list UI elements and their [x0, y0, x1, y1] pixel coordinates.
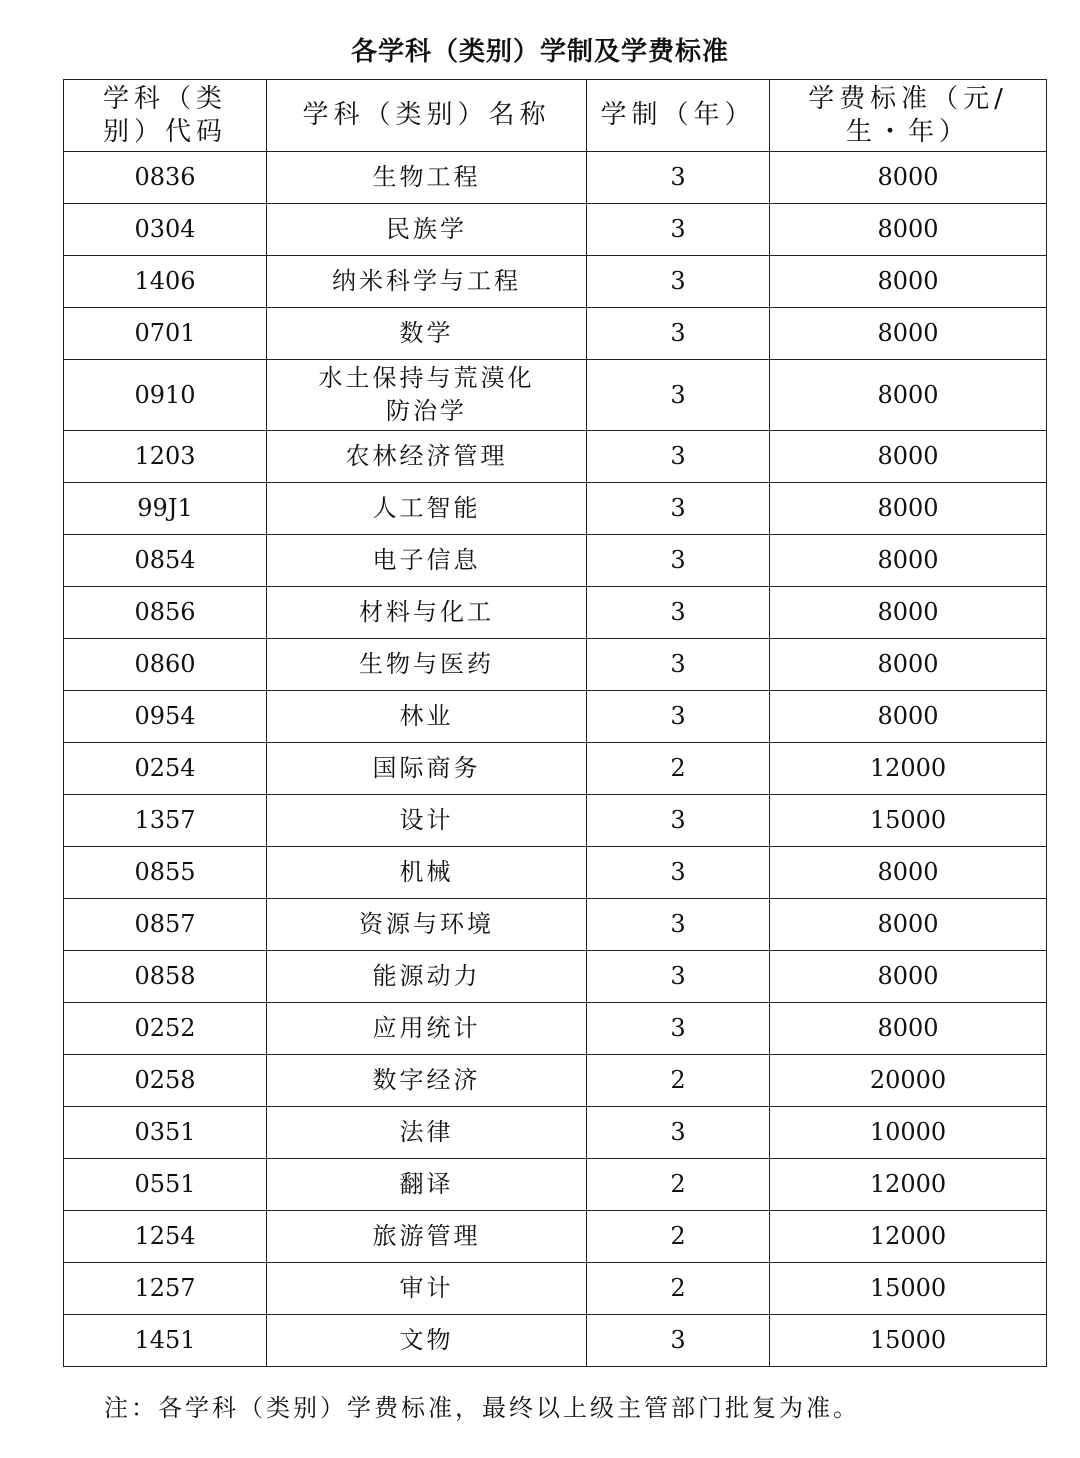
cell-code: 0856: [64, 587, 267, 639]
cell-duration: 3: [587, 951, 770, 1003]
cell-duration: 3: [587, 152, 770, 204]
cell-fee: 12000: [770, 1211, 1047, 1263]
column-header-fee: 学费标准（元/生・年）: [770, 80, 1047, 152]
cell-fee: 8000: [770, 847, 1047, 899]
cell-fee: 8000: [770, 204, 1047, 256]
cell-name: 能源动力: [267, 951, 587, 1003]
cell-fee: 8000: [770, 535, 1047, 587]
tuition-table: [63, 79, 1047, 1367]
table-row: [64, 1055, 1047, 1107]
cell-duration: 3: [587, 1107, 770, 1159]
table-row: [64, 1263, 1047, 1315]
cell-duration: 3: [587, 795, 770, 847]
cell-name: 林业: [267, 691, 587, 743]
cell-code: 1357: [64, 795, 267, 847]
cell-code: 0304: [64, 204, 267, 256]
cell-code: 0258: [64, 1055, 267, 1107]
cell-code: 1406: [64, 256, 267, 308]
table-row: [64, 1315, 1047, 1367]
cell-duration: 3: [587, 639, 770, 691]
cell-code: 0954: [64, 691, 267, 743]
table-row: [64, 847, 1047, 899]
cell-fee: 8000: [770, 691, 1047, 743]
table-row: [64, 483, 1047, 535]
cell-fee: 8000: [770, 899, 1047, 951]
table-row: [64, 951, 1047, 1003]
column-header-code: 学科（类别）代码: [64, 80, 267, 152]
cell-fee: 15000: [770, 1263, 1047, 1315]
cell-name: 数字经济: [267, 1055, 587, 1107]
cell-duration: 3: [587, 1315, 770, 1367]
table-row: [64, 308, 1047, 360]
cell-fee: 20000: [770, 1055, 1047, 1107]
cell-name: 纳米科学与工程: [267, 256, 587, 308]
table-row: [64, 1003, 1047, 1055]
cell-fee: 12000: [770, 743, 1047, 795]
column-header-duration: 学制（年）: [587, 80, 770, 152]
cell-name: 材料与化工: [267, 587, 587, 639]
cell-code: 0855: [64, 847, 267, 899]
cell-name: 水土保持与荒漠化防治学: [267, 360, 587, 431]
table-row: [64, 795, 1047, 847]
cell-duration: 2: [587, 1211, 770, 1263]
cell-duration: 3: [587, 1003, 770, 1055]
cell-code: 99J1: [64, 483, 267, 535]
cell-name: 人工智能: [267, 483, 587, 535]
cell-fee: 8000: [770, 587, 1047, 639]
cell-code: 0836: [64, 152, 267, 204]
cell-fee: 15000: [770, 795, 1047, 847]
table-row: [64, 1211, 1047, 1263]
table-row: [64, 535, 1047, 587]
cell-duration: 3: [587, 535, 770, 587]
cell-name: 文物: [267, 1315, 587, 1367]
cell-fee: 8000: [770, 639, 1047, 691]
cell-name: 机械: [267, 847, 587, 899]
cell-duration: 2: [587, 1055, 770, 1107]
column-header-name: 学科（类别）名称: [267, 80, 587, 152]
table-row: [64, 639, 1047, 691]
cell-name: 资源与环境: [267, 899, 587, 951]
table-row: [64, 587, 1047, 639]
cell-code: 0252: [64, 1003, 267, 1055]
cell-duration: 2: [587, 743, 770, 795]
cell-fee: 15000: [770, 1315, 1047, 1367]
cell-duration: 3: [587, 483, 770, 535]
table-row: [64, 152, 1047, 204]
cell-name: 生物与医药: [267, 639, 587, 691]
table-row: [64, 204, 1047, 256]
cell-duration: 3: [587, 847, 770, 899]
cell-code: 1451: [64, 1315, 267, 1367]
cell-name: 生物工程: [267, 152, 587, 204]
cell-duration: 3: [587, 691, 770, 743]
cell-name: 设计: [267, 795, 587, 847]
cell-duration: 3: [587, 587, 770, 639]
cell-fee: 8000: [770, 308, 1047, 360]
cell-duration: 3: [587, 360, 770, 431]
table-row: [64, 743, 1047, 795]
cell-duration: 3: [587, 899, 770, 951]
cell-code: 0351: [64, 1107, 267, 1159]
cell-fee: 8000: [770, 951, 1047, 1003]
table-row: [64, 360, 1047, 431]
cell-name: 国际商务: [267, 743, 587, 795]
cell-fee: 12000: [770, 1159, 1047, 1211]
cell-duration: 2: [587, 1263, 770, 1315]
cell-code: 1257: [64, 1263, 267, 1315]
cell-name: 法律: [267, 1107, 587, 1159]
cell-code: 0857: [64, 899, 267, 951]
table-row: [64, 431, 1047, 483]
cell-code: 0858: [64, 951, 267, 1003]
table-row: [64, 1159, 1047, 1211]
cell-code: 0551: [64, 1159, 267, 1211]
cell-fee: 8000: [770, 152, 1047, 204]
cell-code: 0854: [64, 535, 267, 587]
cell-duration: 3: [587, 256, 770, 308]
cell-name: 应用统计: [267, 1003, 587, 1055]
cell-name: 审计: [267, 1263, 587, 1315]
cell-duration: 3: [587, 204, 770, 256]
cell-fee: 8000: [770, 360, 1047, 431]
cell-fee: 8000: [770, 483, 1047, 535]
cell-name: 电子信息: [267, 535, 587, 587]
cell-fee: 8000: [770, 256, 1047, 308]
footnote: 注：各学科（类别）学费标准，最终以上级主管部门批复为准。: [104, 1394, 860, 1422]
cell-fee: 8000: [770, 1003, 1047, 1055]
cell-name: 数学: [267, 308, 587, 360]
cell-name: 农林经济管理: [267, 431, 587, 483]
cell-duration: 2: [587, 1159, 770, 1211]
cell-code: 1203: [64, 431, 267, 483]
cell-name: 翻译: [267, 1159, 587, 1211]
table-row: [64, 1107, 1047, 1159]
cell-name: 民族学: [267, 204, 587, 256]
cell-duration: 3: [587, 431, 770, 483]
cell-code: 0860: [64, 639, 267, 691]
cell-code: 0910: [64, 360, 267, 431]
cell-code: 1254: [64, 1211, 267, 1263]
table-body: [64, 152, 1047, 1367]
table-row: [64, 691, 1047, 743]
cell-duration: 3: [587, 308, 770, 360]
cell-name: 旅游管理: [267, 1211, 587, 1263]
cell-code: 0701: [64, 308, 267, 360]
page-title: 各学科（类别）学制及学费标准: [350, 37, 729, 67]
cell-fee: 8000: [770, 431, 1047, 483]
table-row: [64, 256, 1047, 308]
table-header-row: [64, 80, 1047, 152]
table-row: [64, 899, 1047, 951]
cell-code: 0254: [64, 743, 267, 795]
cell-fee: 10000: [770, 1107, 1047, 1159]
